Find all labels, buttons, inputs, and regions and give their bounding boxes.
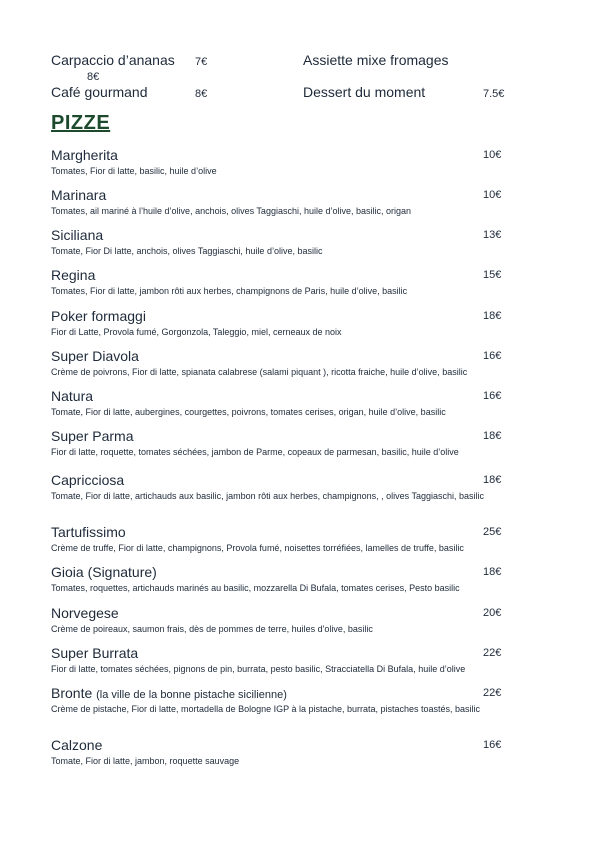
item-description: Tomates, roquettes, artichauds marinés au basilic, mozzarella Di Bufala, tomates cerises, Pesto basilic <box>51 583 460 593</box>
dessert-row <box>0 52 595 84</box>
item-name-text: Super Burrata <box>51 645 139 661</box>
item-name <box>51 348 139 364</box>
item-name-text: Calzone <box>51 737 103 753</box>
item-name-text: Bronte <box>51 685 93 701</box>
item-name <box>51 428 133 444</box>
item-name-text: Norvegese <box>51 605 119 621</box>
item-description: Crème de truffe, Fior di latte, champignons, Provola fumé, noisettes torréfiées, lamelles de truffe, basilic <box>51 543 464 553</box>
item-description: Crème de poireaux, saumon frais, dès de pommes de terre, huiles d'olive, basilic <box>51 624 373 634</box>
item-description: Crème de pistache, Fior di latte, mortadella de Bologne IGP à la pistache, burrata, pistaches toastés, basilic <box>51 704 481 714</box>
item-name <box>51 605 119 621</box>
item-name <box>51 187 106 203</box>
item-name-text: Natura <box>51 388 94 404</box>
dessert-price: 7.5€ <box>483 88 505 100</box>
item-description: Fior di latte, roquette, tomates séchées, jambon de Parme, copeaux de parmesan, basilic, huile d’olive <box>51 447 459 457</box>
item-price: 20€ <box>483 607 502 619</box>
dessert-row <box>0 84 595 102</box>
dessert-name: Assiette mixe fromages <box>303 52 449 68</box>
item-description: Tomates, Fior di latte, jambon rôti aux herbes, champignons de Paris, huile d’olive, basilic <box>51 286 408 296</box>
item-description: Tomates, Fior di latte, basilic, huile d’olive <box>51 166 217 176</box>
item-price: 18€ <box>483 310 502 322</box>
item-price: 10€ <box>483 149 502 161</box>
item-name <box>51 524 126 540</box>
item-name-text: Poker formaggi <box>51 308 146 324</box>
dessert-price: 8€ <box>195 88 208 100</box>
item-description: Fior di Latte, Provola fumé, Gorgonzola, Taleggio, miel, cerneaux de noix <box>51 327 342 337</box>
item-name-text: Tartufissimo <box>51 524 126 540</box>
item-name <box>51 308 146 324</box>
item-name-text: Margherita <box>51 147 118 163</box>
item-price: 22€ <box>483 647 502 659</box>
item-price: 16€ <box>483 739 502 751</box>
item-price: 16€ <box>483 350 502 362</box>
item-name-text: Regina <box>51 267 96 283</box>
item-description: Tomates, ail mariné à l’huile d’olive, anchois, olives Taggiaschi, huile d’olive, basilic, origan <box>51 206 412 216</box>
item-description: Crème de poivrons, Fior di latte, spianata calabrese (salami piquant ), ricotta fraiche, huile d’olive, basilic <box>51 367 468 377</box>
item-name-note: (la ville de la bonne pistache sicilienne) <box>96 689 287 701</box>
item-price: 18€ <box>483 566 502 578</box>
item-price: 16€ <box>483 390 502 402</box>
item-description: Fior di latte, tomates séchées, pignons de pin, burrata, pesto basilic, Stracciatella Di Bufala, huile d’olive <box>51 664 466 674</box>
item-name <box>51 564 157 580</box>
dessert-price: 8€ <box>87 71 100 83</box>
item-name-text: Marinara <box>51 187 107 203</box>
item-name <box>51 685 287 703</box>
item-name-text: Siciliana <box>51 227 104 243</box>
item-price: 25€ <box>483 526 502 538</box>
item-price: 18€ <box>483 430 502 442</box>
item-name <box>51 472 124 488</box>
dessert-name: Dessert du moment <box>303 84 426 100</box>
item-name-text: Gioia (Signature) <box>51 564 157 580</box>
item-name-text: Capricciosa <box>51 472 125 488</box>
item-name <box>51 227 103 243</box>
item-price: 18€ <box>483 474 502 486</box>
item-description: Tomate, Fior di latte, artichauds aux basilic, jambon rôti aux herbes, champignons, , olives Taggiaschi, basilic <box>51 491 485 501</box>
dessert-name: Café gourmand <box>51 84 148 100</box>
item-price: 22€ <box>483 687 502 699</box>
item-description: Tomate, Fior Di latte, anchois, olives Taggiaschi, huile d’olive, basilic <box>51 246 323 256</box>
section-title: PIZZE <box>51 112 111 134</box>
item-price: 13€ <box>483 229 502 241</box>
dessert-name: Carpaccio d’ananas <box>51 52 175 68</box>
item-price: 15€ <box>483 269 502 281</box>
item-name-text: Super Diavola <box>51 348 139 364</box>
item-description: Tomate, Fior di latte, aubergines, courgettes, poivrons, tomates cerises, origan, huile d’olive, basilic <box>51 407 446 417</box>
item-description: Tomate, Fior di latte, jambon, roquette sauvage <box>51 756 240 766</box>
item-name <box>51 388 93 404</box>
item-name <box>51 147 118 163</box>
item-name <box>51 645 138 661</box>
item-name-text: Super Parma <box>51 428 134 444</box>
item-name <box>51 737 102 753</box>
dessert-price: 7€ <box>195 56 208 68</box>
item-price: 10€ <box>483 189 502 201</box>
item-name <box>51 267 95 283</box>
